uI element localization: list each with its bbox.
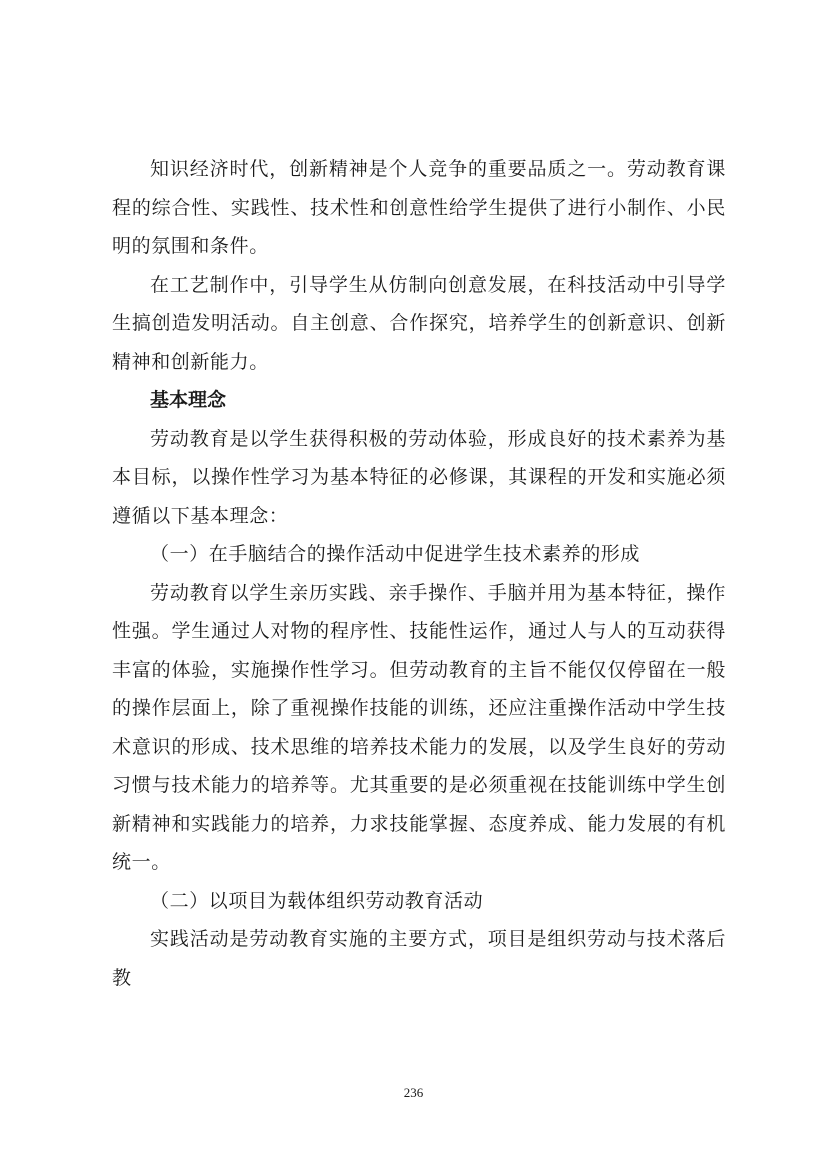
page-number: 236 <box>403 1085 424 1100</box>
document-body <box>112 150 726 997</box>
paragraph-craft: 在工艺制作中，引导学生从仿制向创意发展，在科技活动中引导学生搞创造发明活动。自主创意、合作探究，培养学生的创新意识、创新精神和创新能力。 <box>112 273 726 373</box>
subheading-one: （一）在手脑结合的操作活动中促进学生技术素养的形成 <box>150 543 641 565</box>
section-heading-basic-concepts: 基本理念 <box>150 389 227 411</box>
paragraph-labor-education-goal: 劳动教育是以学生获得积极的劳动体验，形成良好的技术素养为基本目标，以操作性学习为基本特征的必修课，其课程的开发和实施必须遵循以下基本理念： <box>112 427 726 527</box>
paragraph-hand-brain: 劳动教育以学生亲历实践、亲手操作、手脑并用为基本特征，操作性强。学生通过人对物的程序性、技能性运作，通过人与人的互动获得丰富的体验，实施操作性学习。但劳动教育的主旨不能仅仅停留在一般的操作层面上，除了重视操作技能的训练，还应注重操作活动中学生技术意识的形成、技术思维的培养技术能力的发展，以及学生良好的劳动习惯与技术能力的培养等。尤其重要的是必须重视在技能训练中学生创新精神和实践能力的培养，力求技能掌握、态度养成、能力发展的有机统一。 <box>112 581 726 873</box>
paragraph-practice: 实践活动是劳动教育实施的主要方式，项目是组织劳动与技术落后教 <box>112 928 726 989</box>
subheading-two: （二）以项目为载体组织劳动教育活动 <box>150 889 484 912</box>
paragraph-innovation: 知识经济时代，创新精神是个人竞争的重要品质之一。劳动教育课程的综合性、实践性、技术性和创意性给学生提供了进行小制作、小民明的氛围和条件。 <box>112 158 726 257</box>
